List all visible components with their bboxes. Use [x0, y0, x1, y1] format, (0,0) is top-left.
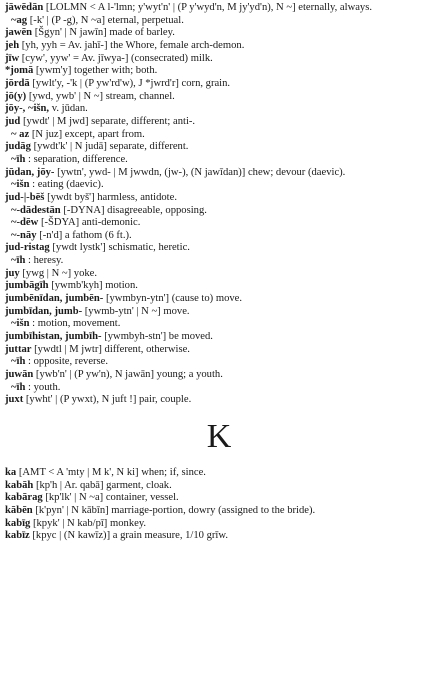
dictionary-entry [5, 492, 433, 505]
definition: [-k' | (P -g), N ~a] eternal, perpetual. [29, 14, 184, 26]
dictionary-entry [5, 530, 433, 543]
definition: [k'pyn' | N kābīn] marriage-portion, dowry (assigned to the bride). [35, 504, 316, 516]
headword: jud-ristag [5, 242, 50, 254]
dictionary-entry [5, 154, 433, 167]
headword: kābēn [5, 504, 33, 516]
headword: kabīg [5, 517, 31, 529]
headword: juxt [5, 394, 24, 406]
headword: ~-dēw [11, 217, 39, 229]
headword: juttar [5, 343, 32, 355]
dictionary-entry [5, 179, 433, 192]
definition: : eating (daevic). [32, 179, 104, 191]
dictionary-entry [5, 91, 433, 104]
dictionary-entry [5, 205, 433, 218]
dictionary-entry [5, 306, 433, 319]
dictionary-entry [5, 116, 433, 129]
definition: [ywdt'k' | N judā] separate, different. [33, 141, 189, 153]
definition: [Šgyn' | N jawīn] made of barley. [34, 27, 175, 39]
definition: [kpyk' | N kab/pī] monkey. [32, 517, 147, 529]
dictionary-entry [5, 505, 433, 518]
definition: [ywdt lystk'] schismatic, heretic. [52, 242, 190, 254]
definition: [LOLMN < A l-'lmn; y'wyt'n' | (P y'wyd'n, M jy'yd'n), N ~] eternally, always. [45, 2, 372, 13]
headword: jūdan, jōy- [5, 166, 55, 178]
definition: [kp'lk' | N ~a] container, vessel. [45, 492, 179, 504]
dictionary-entry [5, 318, 433, 331]
definition: [ywdt' | M jwd] separate, different; anti-. [22, 115, 196, 127]
definition: [ywb'n' | (P yw'n), N jawān] young; a youth. [35, 369, 223, 381]
definition: [yh, yyh = Av. jahī-] the Whore, female arch-demon. [21, 39, 245, 51]
dictionary-entry [5, 53, 433, 66]
dictionary-entry [5, 103, 433, 116]
headword: jō(y) [5, 90, 27, 102]
definition: [AMT < A 'mty | M k', N ki] when; if, since. [18, 467, 206, 478]
dictionary-entry [5, 280, 433, 293]
dictionary-entry [5, 242, 433, 255]
dictionary-entry [5, 167, 433, 180]
definition: : motion, movement. [32, 318, 121, 330]
dictionary-entry [5, 2, 433, 15]
dictionary-entry [5, 40, 433, 53]
definition: : opposite, reverse. [28, 356, 109, 368]
headword: ~īh [11, 356, 26, 368]
definition: [ywlt'y, -'k | (P yw'rd'w), J *jwrd'r] corn, grain. [32, 77, 231, 89]
dictionary-entry [5, 382, 433, 395]
definition: : youth. [28, 381, 61, 393]
definition: v. jūdan. [51, 103, 88, 115]
headword: ~īh [11, 381, 26, 393]
dictionary-entry [5, 268, 433, 281]
definition: [ywmb-ytn' | N ~] move. [84, 305, 190, 317]
headword: ~išn [11, 179, 30, 191]
headword: jōy-, ~išn, [5, 103, 50, 115]
headword: kabīz [5, 530, 30, 542]
headword: jeh [5, 39, 20, 51]
headword: kabārag [5, 492, 43, 504]
headword: juwān [5, 369, 34, 381]
definition: [ywd, ywb' | N ~] stream, channel. [28, 90, 175, 102]
headword: ~išn [11, 318, 30, 330]
headword: ~-dādestān [11, 204, 61, 216]
definition: [-ŠDYA] anti-demonic. [40, 217, 141, 229]
definition: [N juz] except, apart from. [31, 128, 145, 140]
definition: [kp'h | Ar. qabā] garment, cloak. [35, 479, 172, 491]
definition: [ywm'y] together with; both. [35, 65, 158, 77]
headword: jīw [5, 52, 20, 64]
headword: jōrdā [5, 77, 30, 89]
dictionary-entry [5, 467, 433, 480]
headword: ~īh [11, 255, 26, 267]
dictionary-entry [5, 369, 433, 382]
headword: jāwēdān [5, 2, 44, 13]
headword: jumbēnīdan, jumbēn- [5, 293, 104, 305]
definition: : heresy. [28, 255, 64, 267]
dictionary-entry [5, 356, 433, 369]
definition: [ywmb'kyh] motion. [51, 280, 138, 292]
definition: [-n'd] a fathom (6 ft.). [39, 229, 132, 241]
entries-j [5, 2, 433, 407]
dictionary-entry [5, 217, 433, 230]
definition: [ywg | N ~] yoke. [22, 267, 98, 279]
definition: [ywht' | (P ywxt), N juft !] pair, couple. [25, 394, 192, 406]
headword: jud [5, 115, 21, 127]
dictionary-entry [5, 331, 433, 344]
headword: ~īh [11, 153, 26, 165]
dictionary-entry [5, 78, 433, 91]
headword: ka [5, 467, 17, 478]
headword: *jomā [5, 65, 34, 77]
headword: jud-|-bēš [5, 191, 45, 203]
dictionary-entry [5, 15, 433, 28]
section-letter: K [206, 418, 232, 455]
dictionary-entry [5, 344, 433, 357]
dictionary-entry [5, 27, 433, 40]
definition: [ywmbyn-ytn'] (cause to) move. [105, 293, 243, 305]
definition: [-DYNA] disagreeable, opposing. [63, 204, 207, 216]
definition: [ywdtl | M jwtr] different, otherwise. [34, 343, 190, 355]
definition: [ywmbyh-stn'] be moved. [104, 331, 213, 343]
headword: jawēn [5, 27, 33, 39]
dictionary-entry [5, 230, 433, 243]
definition: [ywdt byš'] harmless, antidote. [47, 191, 177, 203]
headword: jumbāgīh [5, 280, 49, 292]
dictionary-entry [5, 394, 433, 407]
dictionary-entry [5, 255, 433, 268]
definition: : separation, difference. [28, 153, 128, 165]
dictionary-entry [5, 129, 433, 142]
dictionary-entry [5, 192, 433, 205]
headword: ~ag [11, 14, 28, 26]
entries-k [5, 467, 433, 543]
dictionary-entry [5, 480, 433, 493]
headword: ~-nāy [11, 229, 37, 241]
headword: kabāh [5, 479, 34, 491]
headword: jumbīdan, jumb- [5, 305, 83, 317]
headword: judāg [5, 141, 31, 153]
definition: [ywtn', ywd- | M jwwdn, (jw-), (N jawīdan)] chew; devour (daevic). [57, 166, 346, 178]
headword: ~ az [11, 128, 30, 140]
dictionary-entry [5, 65, 433, 78]
headword: juy [5, 267, 20, 279]
dictionary-entry [5, 518, 433, 531]
definition: [cyw', yyw' = Av. jīwya-] (consecrated) milk. [21, 52, 213, 64]
headword: jumbīhistan, jumbīh- [5, 331, 102, 343]
definition: [kpyc | (N kawīz)] a grain measure, 1/10 grīw. [32, 530, 228, 542]
dictionary-entry [5, 293, 433, 306]
dictionary-entry [5, 141, 433, 154]
